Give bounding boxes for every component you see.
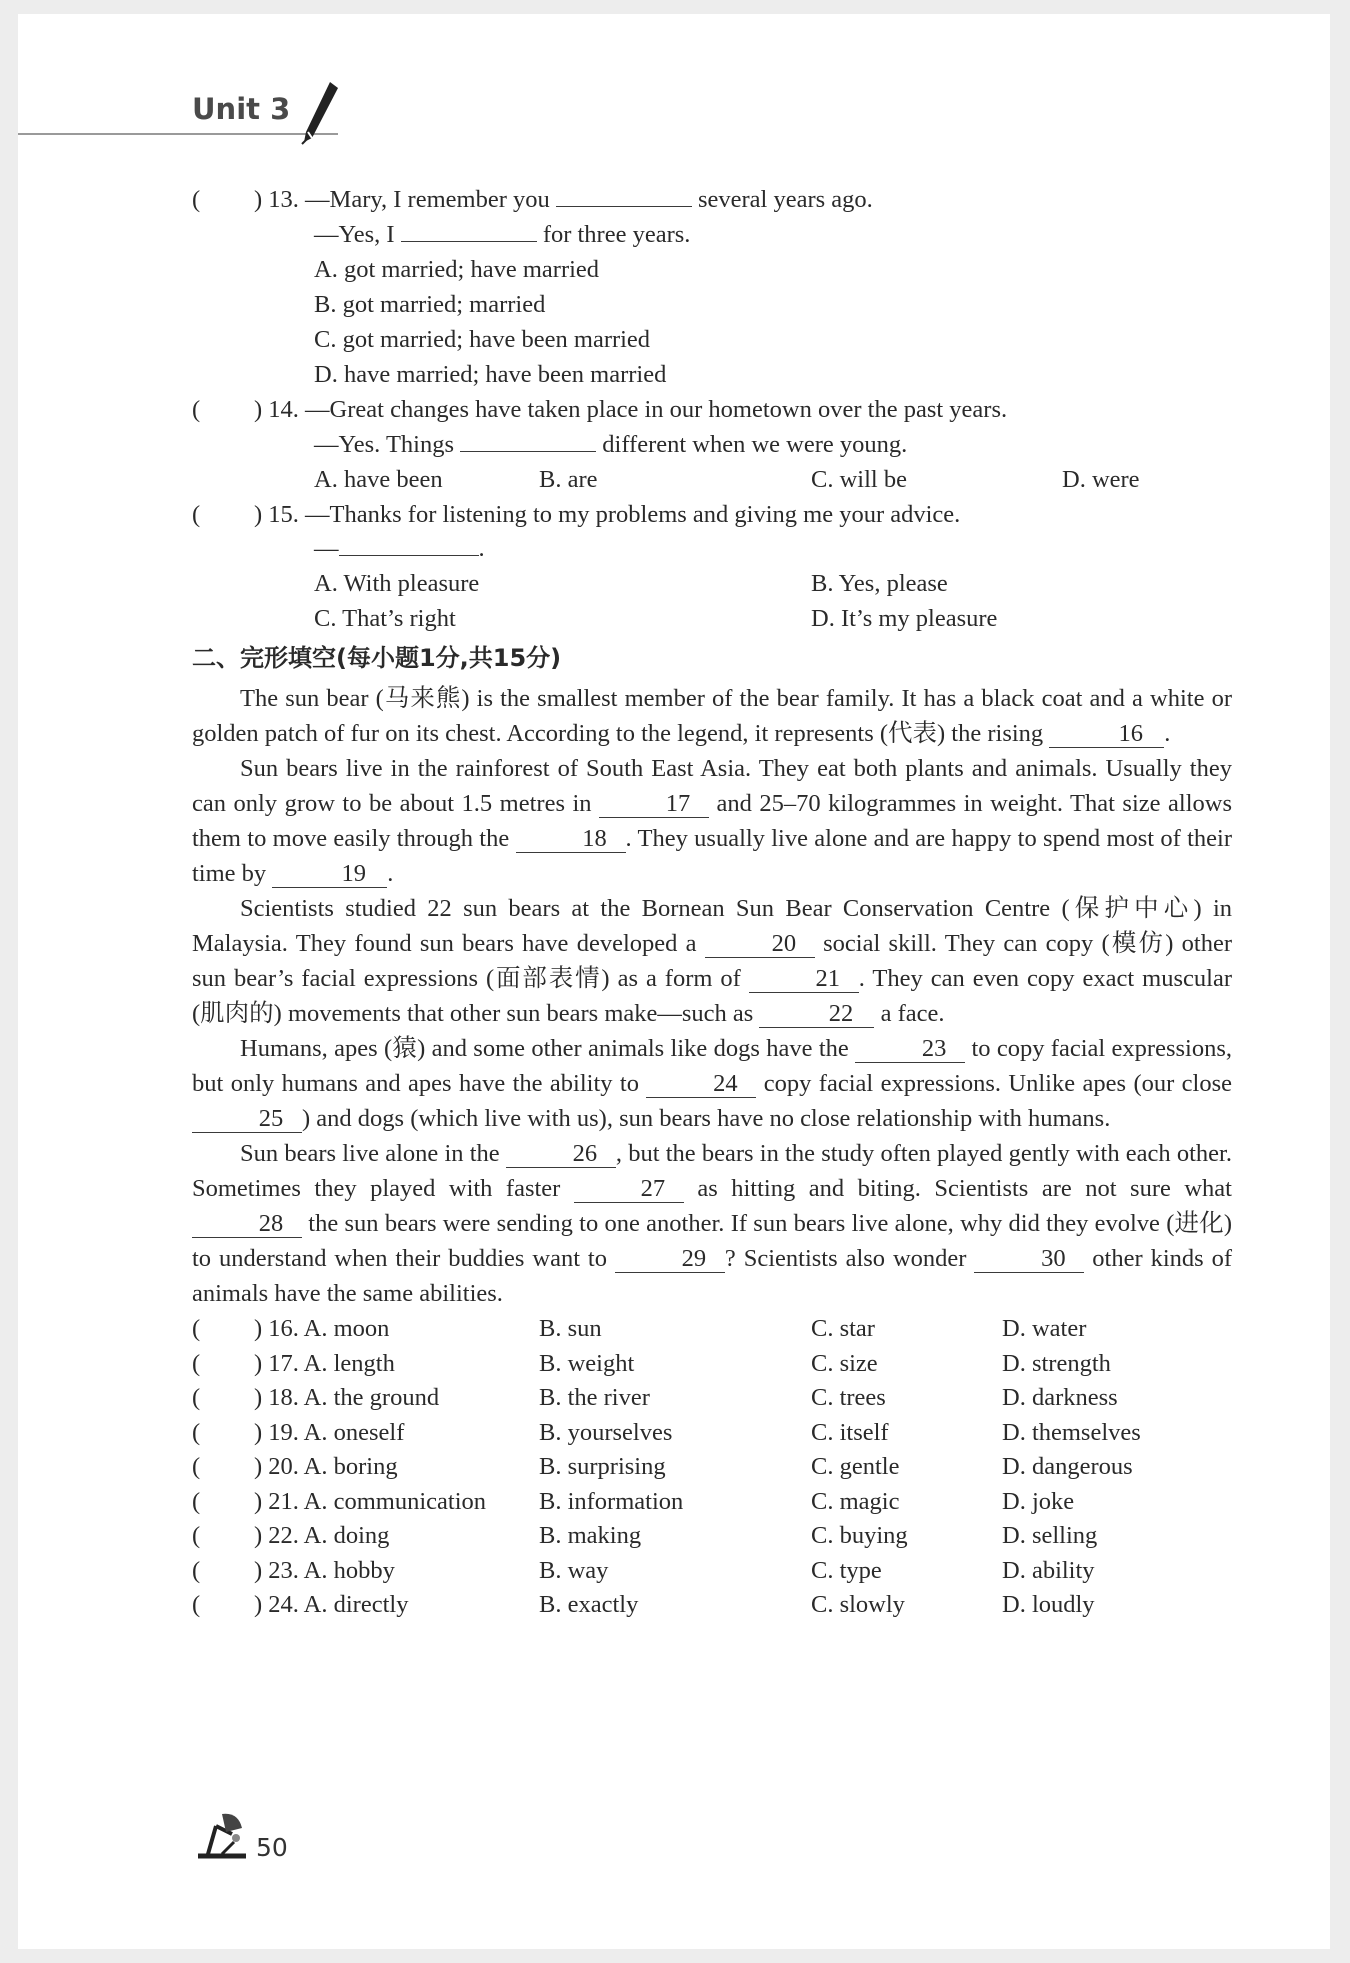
lamp-icon [192, 1808, 252, 1860]
answer-blank[interactable] [401, 219, 537, 242]
choice-option-num: ) 19. A. oneself [254, 1418, 405, 1446]
passage-paragraph: Sun bears live alone in the 26 , but the bears in the study often played gently with each other. Sometimes they played with faster 27 as hitting and biting. Scientists are not sure what 28 the sun bears were sending to one another. If sun bears live alone, why did they evolve (进化) to understand when their buddies want to 29 ? Scientists also wonder 30 other kinds of animals have the same abilities. [192, 1140, 1232, 1307]
choice-option-b: B. exactly [539, 1591, 639, 1618]
answer-blank[interactable] [556, 184, 692, 207]
q15-stem: ( ) 15. —Thanks for listening to my problems and giving me your advice. [192, 501, 961, 528]
choice-option-d: D. ability [1002, 1556, 1095, 1584]
choice-option-d: D. joke [1002, 1487, 1075, 1515]
choice-option-b: B. sun [539, 1315, 602, 1342]
choice-option-c: C. gentle [811, 1453, 900, 1480]
blank-29[interactable]: 29 [615, 1246, 725, 1273]
passage-paragraph: Sun bears live in the rainforest of South East Asia. They eat both plants and animals. Usually they can only grow to be about 1.5 metres in 17 and 25–70 kilogrammes in weight. That size allows them to move easily through the 18 . They usually live alone and are happy to spend most of their time by 19 . [192, 755, 1232, 887]
blank-16[interactable]: 16 [1049, 721, 1164, 748]
choice-option-c: C. star [811, 1315, 875, 1342]
answer-blank[interactable] [339, 533, 479, 556]
choice-row [192, 1484, 1232, 1519]
q13-line2: —Yes, I for three years. [314, 221, 691, 248]
blank-30[interactable]: 30 [974, 1246, 1084, 1273]
choice-row [192, 1346, 1232, 1381]
answer-paren: ( [192, 1384, 201, 1411]
choice-row [192, 1380, 1232, 1415]
q14-stem: ( ) 14. —Great changes have taken place in our hometown over the past years. [192, 396, 1008, 423]
passage-paragraph: The sun bear (马来熊) is the smallest member of the bear family. It has a black coat and a white or golden patch of fur on its chest. According to the legend, it represents (代表) the rising 16 . [192, 685, 1232, 747]
section-title: 二、完形填空(每小题1分,共15分) [192, 644, 562, 672]
blank-23[interactable]: 23 [855, 1036, 965, 1063]
choice-option-c: C. trees [811, 1384, 886, 1411]
choice-option-d: D. selling [1002, 1522, 1098, 1549]
choice-row [192, 1587, 1232, 1622]
passage-paragraph: Scientists studied 22 sun bears at the Bornean Sun Bear Conservation Centre (保护中心) in Malaysia. They found sun bears have developed a 20 social skill. They can copy (模仿) other sun bear’s facial expressions (面部表情) as a form of 21 . They can even copy exact muscular (肌肉的) movements that other sun bears make—such as 22 a face. [192, 895, 1232, 1027]
choice-option-b: B. way [539, 1556, 609, 1584]
unit-title: Unit 3 [192, 92, 291, 126]
choice-option-b: B. weight [539, 1349, 635, 1377]
choice-option-num: ) 20. A. boring [254, 1453, 398, 1480]
answer-paren: ( [192, 1418, 201, 1446]
passage-paragraph: Humans, apes (猿) and some other animals like dogs have the 23 to copy facial expressions, but only humans and apes have the ability to 24 copy facial expressions. Unlike apes (our close 25 ) and dogs (which live with us), sun bears have no close relationship with humans. [192, 1035, 1232, 1132]
choice-row [192, 1311, 1232, 1346]
choice-option-b: B. making [539, 1522, 642, 1549]
choice-option-d: D. loudly [1002, 1591, 1095, 1618]
choice-option-num: ) 23. A. hobby [254, 1556, 395, 1584]
answer-paren: ( [192, 1556, 201, 1584]
answer-paren: ( [192, 1487, 201, 1515]
blank-19[interactable]: 19 [272, 861, 387, 888]
answer-paren: ( [192, 1315, 201, 1342]
q14-options: A. have been B. are C. will be D. were [314, 466, 1140, 493]
q13-option-b: B. got married; married [314, 291, 546, 318]
choice-option-c: C. slowly [811, 1591, 905, 1618]
choice-option-num: ) 21. A. communication [254, 1487, 487, 1515]
choice-option-b: B. surprising [539, 1453, 666, 1480]
choice-option-b: B. the river [539, 1384, 650, 1411]
choice-option-d: D. themselves [1002, 1418, 1141, 1446]
choice-row [192, 1553, 1232, 1588]
choice-option-num: ) 24. A. directly [254, 1591, 409, 1618]
worksheet-content [192, 182, 1232, 1622]
choice-list [192, 1311, 1232, 1622]
cloze-passage [192, 681, 1232, 1311]
q15-options-cd: C. That’s right D. It’s my pleasure [314, 605, 998, 632]
answer-paren: ( [192, 1453, 201, 1480]
blank-27[interactable]: 27 [574, 1176, 684, 1203]
blank-21[interactable]: 21 [749, 966, 859, 993]
q13-stem: ( ) 13. —Mary, I remember you several years ago. [192, 186, 873, 213]
choice-option-d: D. water [1002, 1315, 1087, 1342]
answer-paren: ( [192, 1591, 201, 1618]
choice-option-d: D. dangerous [1002, 1453, 1133, 1480]
choice-option-num: ) 22. A. doing [254, 1522, 390, 1549]
blank-20[interactable]: 20 [705, 931, 815, 958]
choice-option-c: C. itself [811, 1418, 889, 1446]
choice-option-num: ) 16. A. moon [254, 1315, 390, 1342]
blank-17[interactable]: 17 [599, 791, 709, 818]
blank-26[interactable]: 26 [506, 1141, 616, 1168]
q15-options-ab: A. With pleasure B. Yes, please [314, 570, 948, 597]
choice-option-d: D. darkness [1002, 1384, 1118, 1411]
choice-option-c: C. type [811, 1556, 882, 1584]
pen-icon [300, 80, 340, 146]
choice-option-num: ) 17. A. length [254, 1349, 395, 1377]
q13-option-a: A. got married; have married [314, 256, 600, 283]
answer-blank[interactable] [460, 429, 596, 452]
q13-option-d: D. have married; have been married [314, 361, 667, 388]
choice-option-b: B. information [539, 1487, 684, 1515]
q13-option-c: C. got married; have been married [314, 326, 651, 353]
q15-line2: — . [314, 535, 485, 562]
answer-paren: ( [192, 1349, 201, 1377]
choice-option-c: C. buying [811, 1522, 908, 1549]
blank-24[interactable]: 24 [646, 1071, 756, 1098]
choice-row [192, 1449, 1232, 1484]
choice-option-c: C. size [811, 1349, 878, 1377]
choice-row [192, 1415, 1232, 1450]
choice-option-c: C. magic [811, 1487, 900, 1515]
choice-row [192, 1518, 1232, 1553]
blank-18[interactable]: 18 [516, 826, 626, 853]
answer-paren: ( [192, 1522, 201, 1549]
header-rule [18, 133, 338, 135]
q14-line2: —Yes. Things different when we were young. [314, 431, 908, 458]
blank-28[interactable]: 28 [192, 1211, 302, 1238]
choice-option-b: B. yourselves [539, 1418, 673, 1446]
blank-25[interactable]: 25 [192, 1106, 302, 1133]
blank-22[interactable]: 22 [759, 1001, 874, 1028]
choice-option-num: ) 18. A. the ground [254, 1384, 440, 1411]
choice-option-d: D. strength [1002, 1349, 1111, 1377]
page-number: 50 [256, 1833, 288, 1862]
